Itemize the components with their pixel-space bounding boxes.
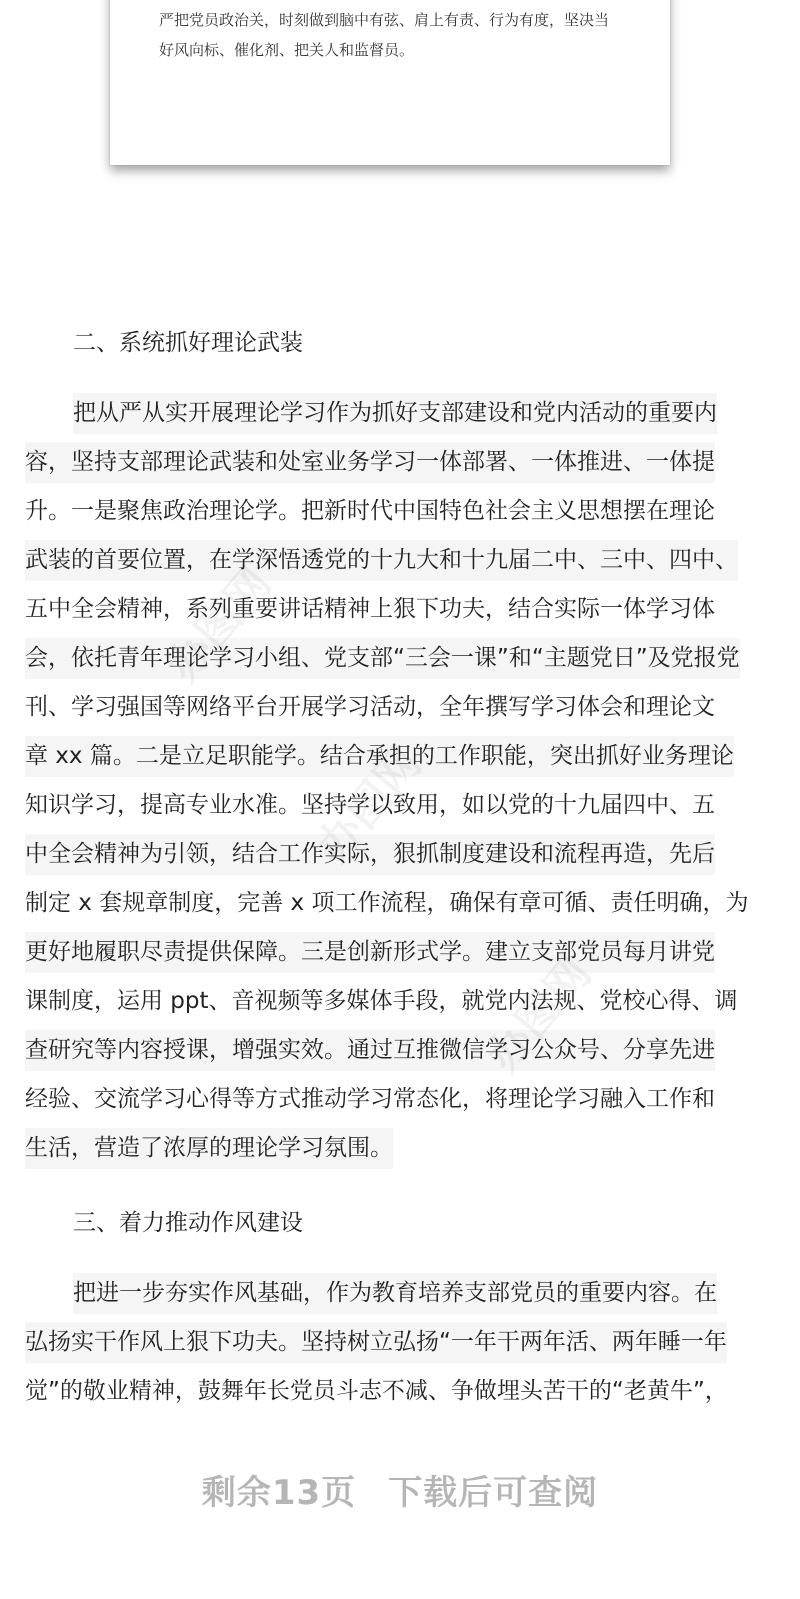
paragraph-line: 会，依托青年理论学习小组、党支部“三会一课”和“主题党日”及党报党 [25,638,740,679]
paragraph-line: 课制度，运用 ppt、音视频等多媒体手段，就党内法规、党校心得、调 [25,988,738,1014]
previous-page-card [110,0,670,165]
paragraph-line: 弘扬实干作风上狠下功夫。坚持树立弘扬“一年干两年活、两年睡一年 [25,1322,727,1363]
section-heading: 二、系统抓好理论武装 [73,330,303,356]
paragraph-line: 章 xx 篇。二是立足职能学。结合承担的工作职能，突出抓好业务理论 [25,736,734,777]
download-to-view-label: 下载后可查阅 [388,1473,599,1513]
paragraph-line: 生活，营造了浓厚的理论学习氛围。 [25,1128,393,1169]
paragraph-line: 容，坚持支部理论武装和处室业务学习一体部署、一体推进、一体提 [25,442,715,483]
paragraph-line: 更好地履职尽责提供保障。三是创新形式学。建立支部党员每月讲党 [25,932,715,973]
remaining-pages-label: 剩余13页 [201,1473,357,1513]
section-heading: 三、着力推动作风建设 [73,1210,303,1236]
watermark: 办图网 [477,947,602,1082]
watermark: 办图网 [157,557,282,692]
paragraph-line: 查研究等内容授课，增强实效。通过互推微信学习公众号、分享先进 [25,1030,715,1071]
paragraph-line: 经验、交流学习心得等方式推动学习常态化，将理论学习融入工作和 [25,1086,715,1112]
watermark: 办图网 [307,737,432,872]
paragraph-line: 把进一步夯实作风基础，作为教育培养支部党员的重要内容。在 [73,1273,717,1314]
paragraph-line: 知识学习，提高专业水准。坚持学以致用，如以党的十九届四中、五 [25,792,715,818]
paragraph-line: 刊、学习强国等网络平台开展学习活动，全年撰写学习体会和理论文 [25,694,715,720]
previous-page-line: 好风向标、催化剂、把关人和监督员。 [159,41,415,59]
paragraph-line: 制定 x 套规章制度，完善 x 项工作流程，确保有章可循、责任明确，为 [25,890,749,916]
paragraph-line: 五中全会精神，系列重要讲话精神上狠下功夫，结合实际一体学习体 [25,596,715,622]
paragraph-line: 武装的首要位置，在学深悟透党的十九大和十九届二中、三中、四中、 [25,540,738,581]
paragraph-line: 把从严从实开展理论学习作为抓好支部建设和党内活动的重要内 [73,393,717,434]
download-prompt[interactable] [0,1468,800,1518]
previous-page-line: 严把党员政治关，时刻做到脑中有弦、肩上有责、行为有度，坚决当 [159,11,610,29]
paragraph-line: 中全会精神为引领，结合工作实际，狠抓制度建设和流程再造，先后 [25,834,715,875]
paragraph-line: 升。一是聚焦政治理论学。把新时代中国特色社会主义思想摆在理论 [25,498,715,524]
paragraph-line: 觉”的敬业精神，鼓舞年长党员斗志不减、争做埋头苦干的“老黄牛”， [25,1378,728,1404]
